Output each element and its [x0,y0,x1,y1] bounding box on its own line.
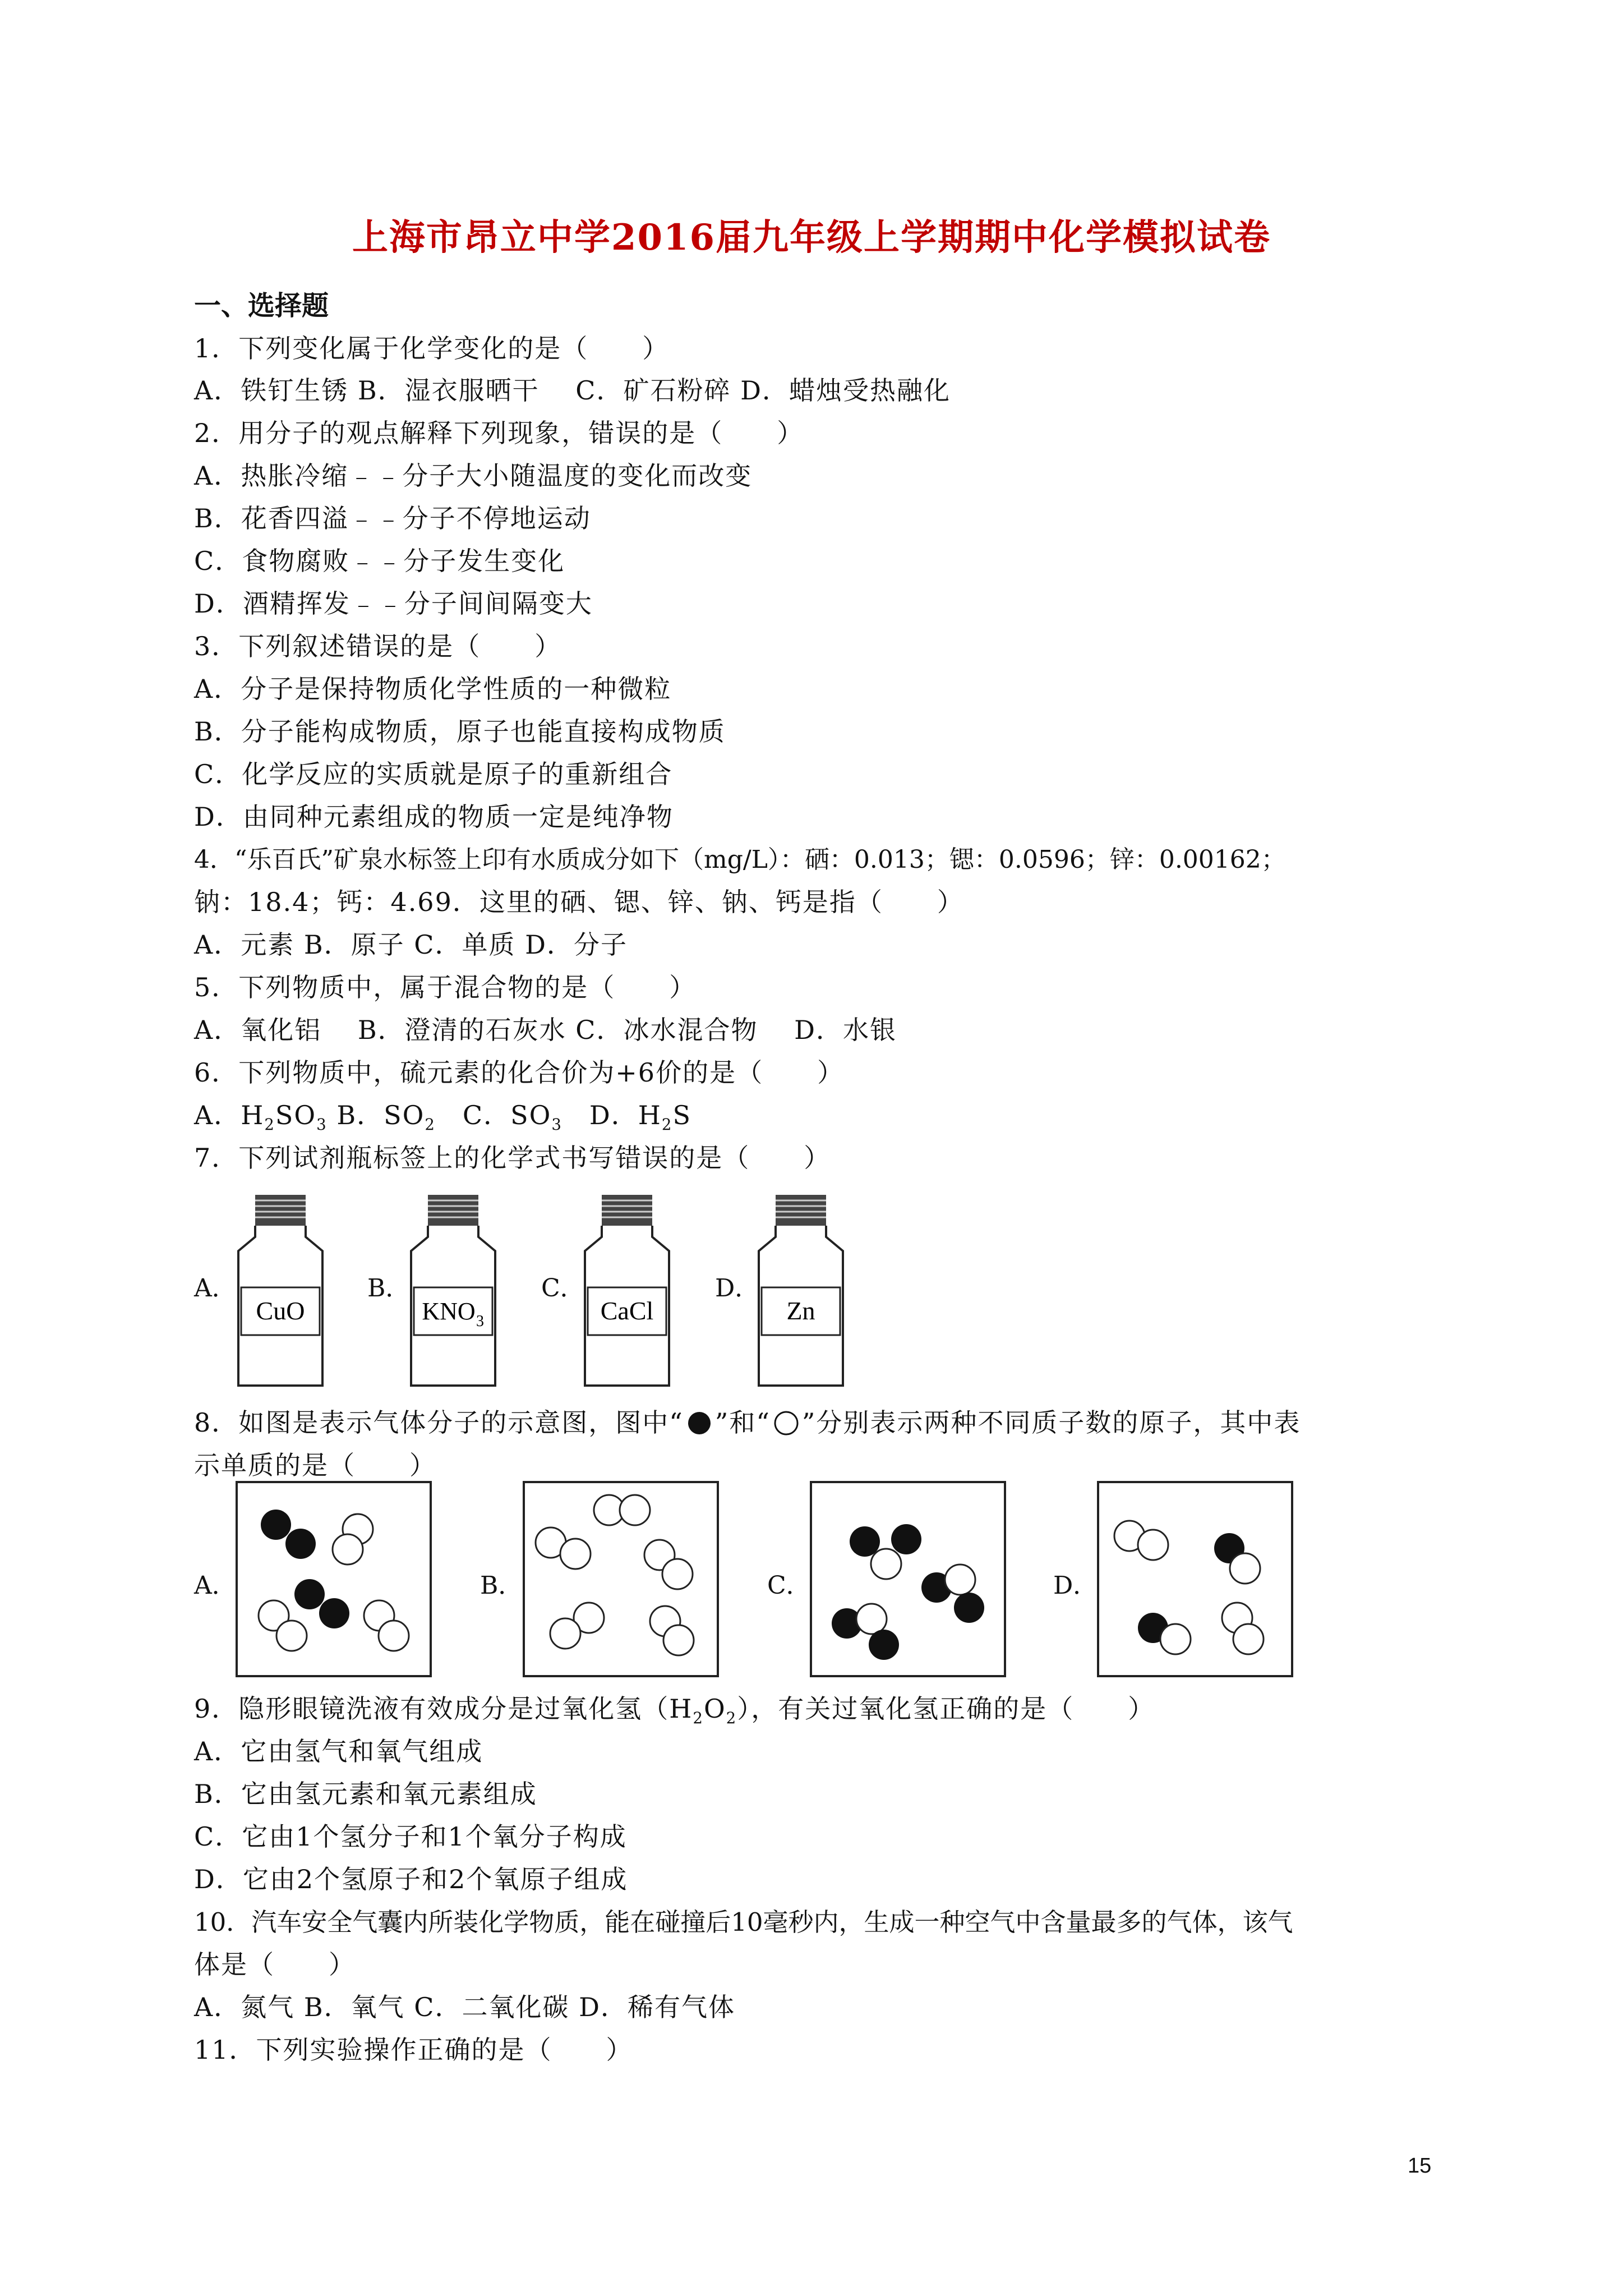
subscript: 3 [551,1115,562,1134]
molecule-option-label: B． [480,1571,523,1600]
molecule-option-label: C． [767,1571,811,1600]
stem-text: 8．如图是表示气体分子的示意图，图中“ [194,1407,684,1438]
page-title: 上海市昂立中学2016届九年级上学期期中化学模拟试卷 [352,217,1271,259]
question-2-option-a: A．热胀冷缩﹣﹣分子大小随温度的变化而改变 [194,461,753,491]
stem-text: ），有关过氧化氢正确的是（ ） [737,1694,1155,1724]
question-4-stem-line2: 钠：18.4；钙：4.69．这里的硒、锶、锌、钠、钙是指（ ） [194,887,964,917]
question-5-options: A．氧化铝 B．澄清的石灰水 C．冰水混合物 D．水银 [194,1015,897,1045]
question-9-option-d: D．它由2个氢原子和2个氧原子组成 [194,1864,628,1894]
stem-text: O [703,1694,726,1724]
formula-text: C．SO [435,1100,552,1130]
formula-text: B．SO [327,1100,425,1130]
molecule-option-label: A． [194,1571,237,1600]
molecule-box-b [523,1481,719,1677]
question-3-option-a: A．分子是保持物质化学性质的一种微粒 [194,674,672,704]
bottle-option-label: B． [367,1274,411,1303]
bottle-formula: Zn [786,1296,815,1325]
question-6-stem: 6．下列物质中，硫元素的化合价为+6价的是（ ） [194,1057,845,1088]
bottle-formula-subscript: 3 [476,1313,484,1330]
molecule-box-c [810,1481,1006,1677]
question-9-stem [194,1688,1155,1727]
stem-text: ”和“ [714,1407,771,1438]
question-10-stem-line1: 10．汽车安全气囊内所装化学物质，能在碰撞后10毫秒内，生成一种空气中含量最多的气体，该气 [194,1907,1293,1937]
question-2-stem: 2．用分子的观点解释下列现象，错误的是（ ） [194,418,804,448]
subscript: 2 [425,1115,436,1134]
page-number: 15 [1408,2154,1432,2178]
question-8-stem-line2: 示单质的是（ ） [194,1450,436,1480]
formula-text: A．H [194,1100,265,1130]
molecule-option-label: D． [1053,1571,1098,1600]
reagent-bottle-c [577,1189,677,1391]
question-10-stem-line2: 体是（ ） [194,1949,356,1980]
question-9-option-a: A．它由氢气和氧气组成 [194,1736,483,1766]
question-9-option-b: B．它由氢元素和氧元素组成 [194,1779,537,1809]
question-2-option-b: B．花香四溢﹣﹣分子不停地运动 [194,503,591,533]
question-1-stem: 1．下列变化属于化学变化的是（ ） [194,333,670,364]
question-2-option-c: C．食物腐败﹣﹣分子发生变化 [194,546,565,576]
bottle-formula: CaCl [600,1296,654,1325]
subscript: 2 [726,1709,737,1728]
section-heading: 一、选择题 [194,290,329,321]
molecule-box-a [236,1481,432,1677]
question-8-stem-line1 [194,1402,1301,1439]
black-atom-icon [684,1410,715,1436]
stem-text: ”分别表示两种不同质子数的原子，其中表 [801,1407,1301,1438]
question-4-stem-line1: 4．“乐百氏”矿泉水标签上印有水质成分如下（mg/L）：硒：0.013；锶：0.0596；锌：0.00162； [194,845,1286,874]
question-3-option-c: C．化学反应的实质就是原子的重新组合 [194,759,673,789]
subscript: 2 [661,1115,673,1134]
subscript: 2 [693,1709,704,1728]
question-4-options: A．元素 B．原子 C．单质 D．分子 [194,930,628,960]
question-11-stem: 11．下列实验操作正确的是（ ） [194,2035,633,2065]
reagent-bottle-d [750,1189,851,1391]
question-10-options: A．氮气 B．氧气 C．二氧化碳 D．稀有气体 [194,1992,735,2022]
question-1-options: A．铁钉生锈 B．湿衣服晒干 C．矿石粉碎 D．蜡烛受热融化 [194,375,951,406]
formula-text: D．H [562,1100,662,1130]
reagent-bottle-b [403,1189,504,1391]
bottle-option-label: D． [715,1274,760,1303]
question-3-option-d: D．由同种元素组成的物质一定是纯净物 [194,802,674,832]
formula-text: S [672,1100,691,1130]
question-3-stem: 3．下列叙述错误的是（ ） [194,631,562,661]
formula-text: SO [275,1100,317,1130]
question-9-option-c: C．它由1个氢分子和1个氧分子构成 [194,1821,627,1852]
subscript: 3 [316,1115,328,1134]
bottle-option-label: A． [194,1274,237,1303]
question-6-options [194,1095,691,1134]
bottle-formula: CuO [256,1296,305,1325]
bottle-formula: KNO [422,1297,476,1325]
white-atom-icon [771,1410,802,1436]
stem-text: 9．隐形眼镜洗液有效成分是过氧化氢（H [194,1694,693,1724]
question-7-stem: 7．下列试剂瓶标签上的化学式书写错误的是（ ） [194,1143,831,1173]
subscript: 2 [264,1115,275,1134]
reagent-bottle-a [230,1189,331,1391]
bottle-option-label: C． [541,1274,585,1303]
question-2-option-d: D．酒精挥发﹣﹣分子间间隔变大 [194,588,593,619]
molecule-box-d [1097,1481,1293,1677]
question-5-stem: 5．下列物质中，属于混合物的是（ ） [194,972,697,1002]
question-3-option-b: B．分子能构成物质，原子也能直接构成物质 [194,716,726,747]
